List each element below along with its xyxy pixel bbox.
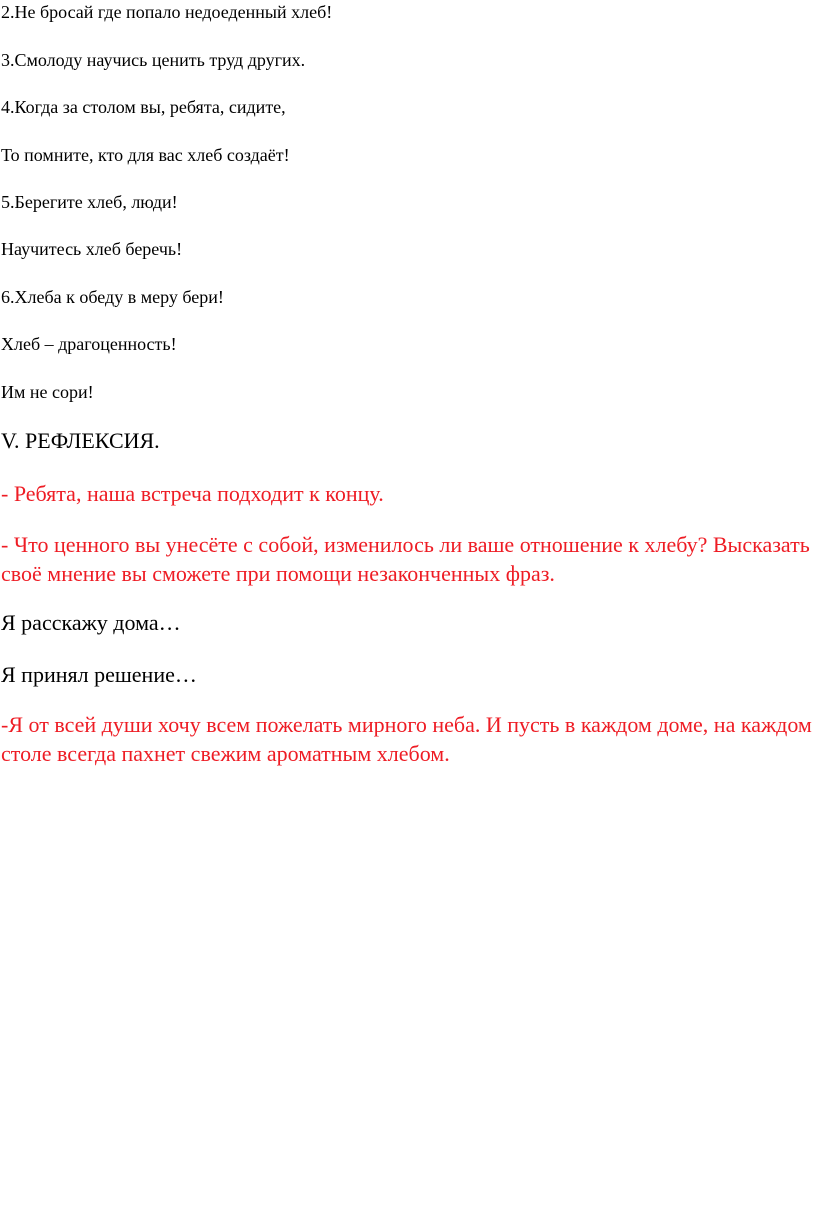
line-6-final: Им не сори! (1, 382, 94, 402)
line-4-continued: То помните, кто для вас хлеб создаёт! (1, 145, 290, 165)
reflection-paragraph-2: - Что ценного вы унесёте с собой, изменилось ли ваше отношение к хлебу? Высказать своё мнение вы сможете при помощи незаконченных фраз. (1, 532, 810, 586)
reflection-line-1: - Ребята, наша встреча подходит к концу. (1, 481, 384, 506)
section-heading: V. РЕФЛЕКСИЯ. (1, 428, 160, 453)
line-4: 4.Когда за столом вы, ребята, сидите, (1, 97, 286, 117)
line-6: 6.Хлеба к обеду в меру бери! (1, 287, 224, 307)
phrase-1: Я расскажу дома… (1, 610, 181, 635)
line-2: 2.Не бросай где попало недоеденный хлеб! (1, 2, 333, 22)
closing-paragraph: -Я от всей души хочу всем пожелать мирного неба. И пусть в каждом доме, на каждом столе всегда пахнет свежим ароматным хлебом. (1, 712, 812, 766)
phrase-2: Я принял решение… (1, 662, 197, 687)
line-5-continued: Научитесь хлеб беречь! (1, 239, 183, 259)
line-6-continued: Хлеб – драгоценность! (1, 334, 177, 354)
line-3: 3.Смолоду научись ценить труд других. (1, 50, 306, 70)
line-5: 5.Берегите хлеб, люди! (1, 192, 178, 212)
